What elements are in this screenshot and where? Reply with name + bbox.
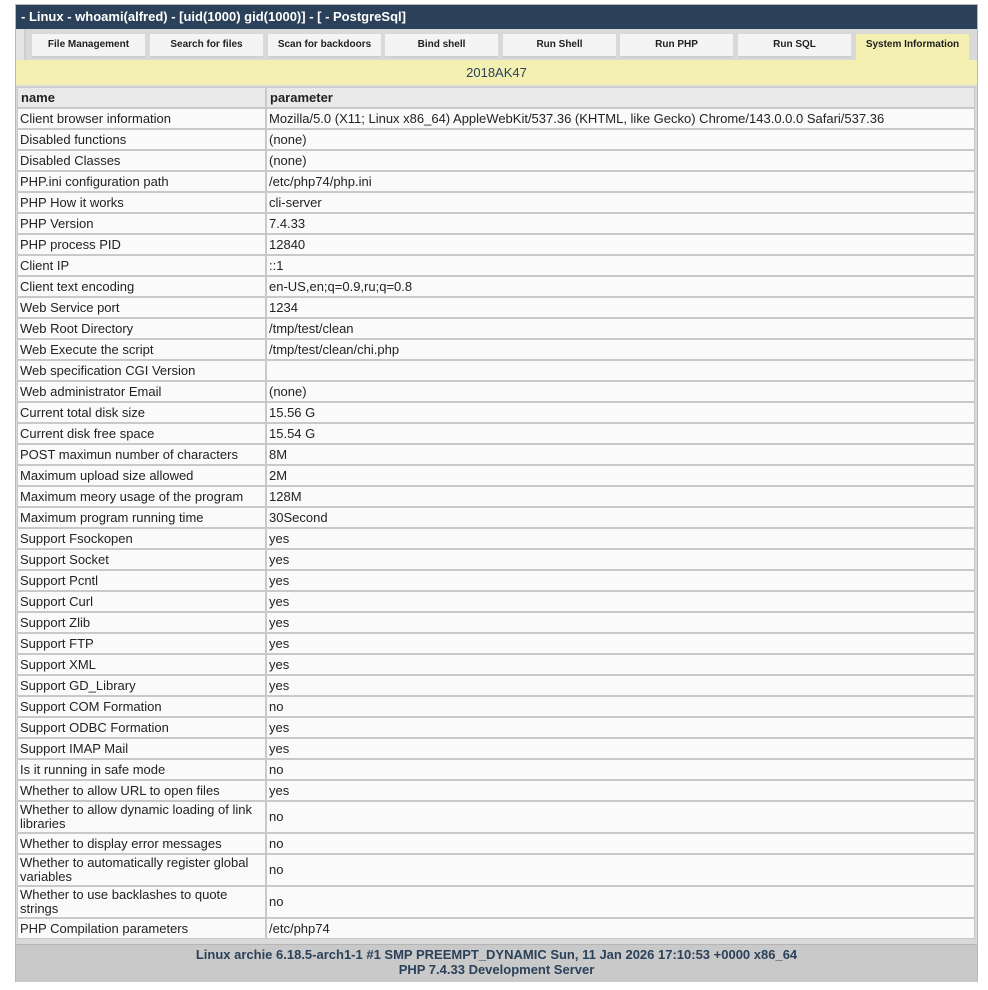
row-value-cell: /etc/php74 xyxy=(266,918,975,939)
row-value-cell: yes xyxy=(266,717,975,738)
table-row xyxy=(17,612,975,633)
row-value-cell: yes xyxy=(266,591,975,612)
server-footer xyxy=(16,944,977,982)
tab-scan-backdoors[interactable]: Scan for backdoors xyxy=(268,34,381,58)
row-value-cell: 7.4.33 xyxy=(266,213,975,234)
table-row xyxy=(17,150,975,171)
row-name-cell: Web Service port xyxy=(17,297,266,318)
table-row xyxy=(17,570,975,591)
row-name-cell: Support XML xyxy=(17,654,266,675)
row-name-cell: Support ODBC Formation xyxy=(17,717,266,738)
row-value-cell xyxy=(266,360,975,381)
table-row xyxy=(17,423,975,444)
row-value-cell: no xyxy=(266,833,975,854)
system-info-table xyxy=(17,87,975,939)
row-value-cell: yes xyxy=(266,738,975,759)
table-row xyxy=(17,360,975,381)
row-value-cell: /tmp/test/clean/chi.php xyxy=(266,339,975,360)
row-name-cell: Disabled Classes xyxy=(17,150,266,171)
table-row xyxy=(17,108,975,129)
row-name-cell: Whether to allow URL to open files xyxy=(17,780,266,801)
tab-run-php[interactable]: Run PHP xyxy=(620,34,733,58)
row-value-cell: yes xyxy=(266,633,975,654)
row-name-cell: Client IP xyxy=(17,255,266,276)
table-row xyxy=(17,759,975,780)
row-value-cell: 128M xyxy=(266,486,975,507)
row-value-cell: en-US,en;q=0.9,ru;q=0.8 xyxy=(266,276,975,297)
row-value-cell: /tmp/test/clean xyxy=(266,318,975,339)
row-name-cell: Client text encoding xyxy=(17,276,266,297)
table-row xyxy=(17,234,975,255)
row-name-cell: Support IMAP Mail xyxy=(17,738,266,759)
row-name-cell: Support Pcntl xyxy=(17,570,266,591)
row-name-cell: Support Fsockopen xyxy=(17,528,266,549)
table-row xyxy=(17,886,975,918)
tab-run-shell[interactable]: Run Shell xyxy=(503,34,616,58)
table-row xyxy=(17,549,975,570)
row-name-cell: Support COM Formation xyxy=(17,696,266,717)
table-row xyxy=(17,297,975,318)
table-row xyxy=(17,213,975,234)
table-row xyxy=(17,738,975,759)
row-name-cell: Whether to allow dynamic loading of link libraries xyxy=(17,801,266,833)
row-name-cell: Is it running in safe mode xyxy=(17,759,266,780)
row-value-cell: yes xyxy=(266,570,975,591)
row-value-cell: yes xyxy=(266,780,975,801)
row-name-cell: POST maximun number of characters xyxy=(17,444,266,465)
row-name-cell: Web administrator Email xyxy=(17,381,266,402)
row-name-cell: PHP.ini configuration path xyxy=(17,171,266,192)
table-row xyxy=(17,339,975,360)
table-row xyxy=(17,591,975,612)
table-row xyxy=(17,486,975,507)
row-name-cell: Support Curl xyxy=(17,591,266,612)
tab-search-files[interactable]: Search for files xyxy=(150,34,263,58)
row-name-cell: Whether to display error messages xyxy=(17,833,266,854)
tab-file-management[interactable]: File Management xyxy=(32,34,145,58)
row-value-cell: yes xyxy=(266,528,975,549)
row-value-cell: yes xyxy=(266,549,975,570)
row-value-cell: 15.56 G xyxy=(266,402,975,423)
row-name-cell: Whether to automatically register global variables xyxy=(17,854,266,886)
table-row xyxy=(17,402,975,423)
footer-server-line: PHP 7.4.33 Development Server xyxy=(398,962,595,977)
table-row xyxy=(17,633,975,654)
row-value-cell: cli-server xyxy=(266,192,975,213)
table-body xyxy=(17,108,975,939)
row-name-cell: Web Root Directory xyxy=(17,318,266,339)
table-row xyxy=(17,780,975,801)
nav-bar xyxy=(16,29,977,60)
row-name-cell: Support FTP xyxy=(17,633,266,654)
column-header-parameter: parameter xyxy=(266,87,975,108)
table-row xyxy=(17,192,975,213)
row-name-cell: PHP process PID xyxy=(17,234,266,255)
row-name-cell: Web specification CGI Version xyxy=(17,360,266,381)
row-name-cell: PHP Version xyxy=(17,213,266,234)
footer-system-line: Linux archie 6.18.5-arch1-1 #1 SMP PREEMPT_DYNAMIC Sun, 11 Jan 2026 17:10:53 +0000 x86_64 xyxy=(195,947,798,962)
table-row xyxy=(17,833,975,854)
row-value-cell: no xyxy=(266,886,975,918)
row-name-cell: Whether to use backlashes to quote strings xyxy=(17,886,266,918)
table-row xyxy=(17,675,975,696)
row-value-cell: no xyxy=(266,696,975,717)
row-name-cell: Disabled functions xyxy=(17,129,266,150)
row-name-cell: Maximum program running time xyxy=(17,507,266,528)
row-name-cell: Maximum upload size allowed xyxy=(17,465,266,486)
row-value-cell: 12840 xyxy=(266,234,975,255)
row-name-cell: Current total disk size xyxy=(17,402,266,423)
table-row xyxy=(17,801,975,833)
row-value-cell: ::1 xyxy=(266,255,975,276)
table-row xyxy=(17,276,975,297)
table-row xyxy=(17,654,975,675)
row-name-cell: Support Zlib xyxy=(17,612,266,633)
table-row xyxy=(17,129,975,150)
table-row xyxy=(17,318,975,339)
row-name-cell: Current disk free space xyxy=(17,423,266,444)
table-row xyxy=(17,444,975,465)
row-name-cell: Web Execute the script xyxy=(17,339,266,360)
row-value-cell: 30Second xyxy=(266,507,975,528)
row-value-cell: (none) xyxy=(266,381,975,402)
row-value-cell: 15.54 G xyxy=(266,423,975,444)
window-title: - Linux - whoami(alfred) - [uid(1000) gid(1000)] - [ - PostgreSql] xyxy=(16,5,977,29)
tab-system-information[interactable]: System Information xyxy=(856,34,969,60)
table-row xyxy=(17,717,975,738)
row-value-cell: no xyxy=(266,759,975,780)
row-value-cell: (none) xyxy=(266,150,975,171)
row-value-cell: yes xyxy=(266,675,975,696)
row-name-cell: PHP Compilation parameters xyxy=(17,918,266,939)
page-subtitle: 2018AK47 xyxy=(16,60,977,85)
row-value-cell: no xyxy=(266,854,975,886)
row-name-cell: Maximum meory usage of the program xyxy=(17,486,266,507)
table-header-row xyxy=(17,87,975,108)
row-name-cell: PHP How it works xyxy=(17,192,266,213)
table-row xyxy=(17,507,975,528)
row-name-cell: Client browser information xyxy=(17,108,266,129)
row-value-cell: yes xyxy=(266,654,975,675)
row-value-cell: (none) xyxy=(266,129,975,150)
table-row xyxy=(17,854,975,886)
row-name-cell: Support Socket xyxy=(17,549,266,570)
table-row xyxy=(17,255,975,276)
row-value-cell: no xyxy=(266,801,975,833)
nav-handle xyxy=(16,29,26,60)
row-value-cell: 1234 xyxy=(266,297,975,318)
tab-run-sql[interactable]: Run SQL xyxy=(738,34,851,58)
row-value-cell: 2M xyxy=(266,465,975,486)
column-header-name: name xyxy=(17,87,266,108)
row-value-cell: 8M xyxy=(266,444,975,465)
row-value-cell: yes xyxy=(266,612,975,633)
tab-bind-shell[interactable]: Bind shell xyxy=(385,34,498,58)
table-row xyxy=(17,465,975,486)
table-row xyxy=(17,381,975,402)
table-row xyxy=(17,918,975,939)
row-value-cell: Mozilla/5.0 (X11; Linux x86_64) AppleWebKit/537.36 (KHTML, like Gecko) Chrome/143.0.0.0 Safari/537.36 xyxy=(266,108,975,129)
table-row xyxy=(17,696,975,717)
table-row xyxy=(17,528,975,549)
row-name-cell: Support GD_Library xyxy=(17,675,266,696)
table-row xyxy=(17,171,975,192)
row-value-cell: /etc/php74/php.ini xyxy=(266,171,975,192)
